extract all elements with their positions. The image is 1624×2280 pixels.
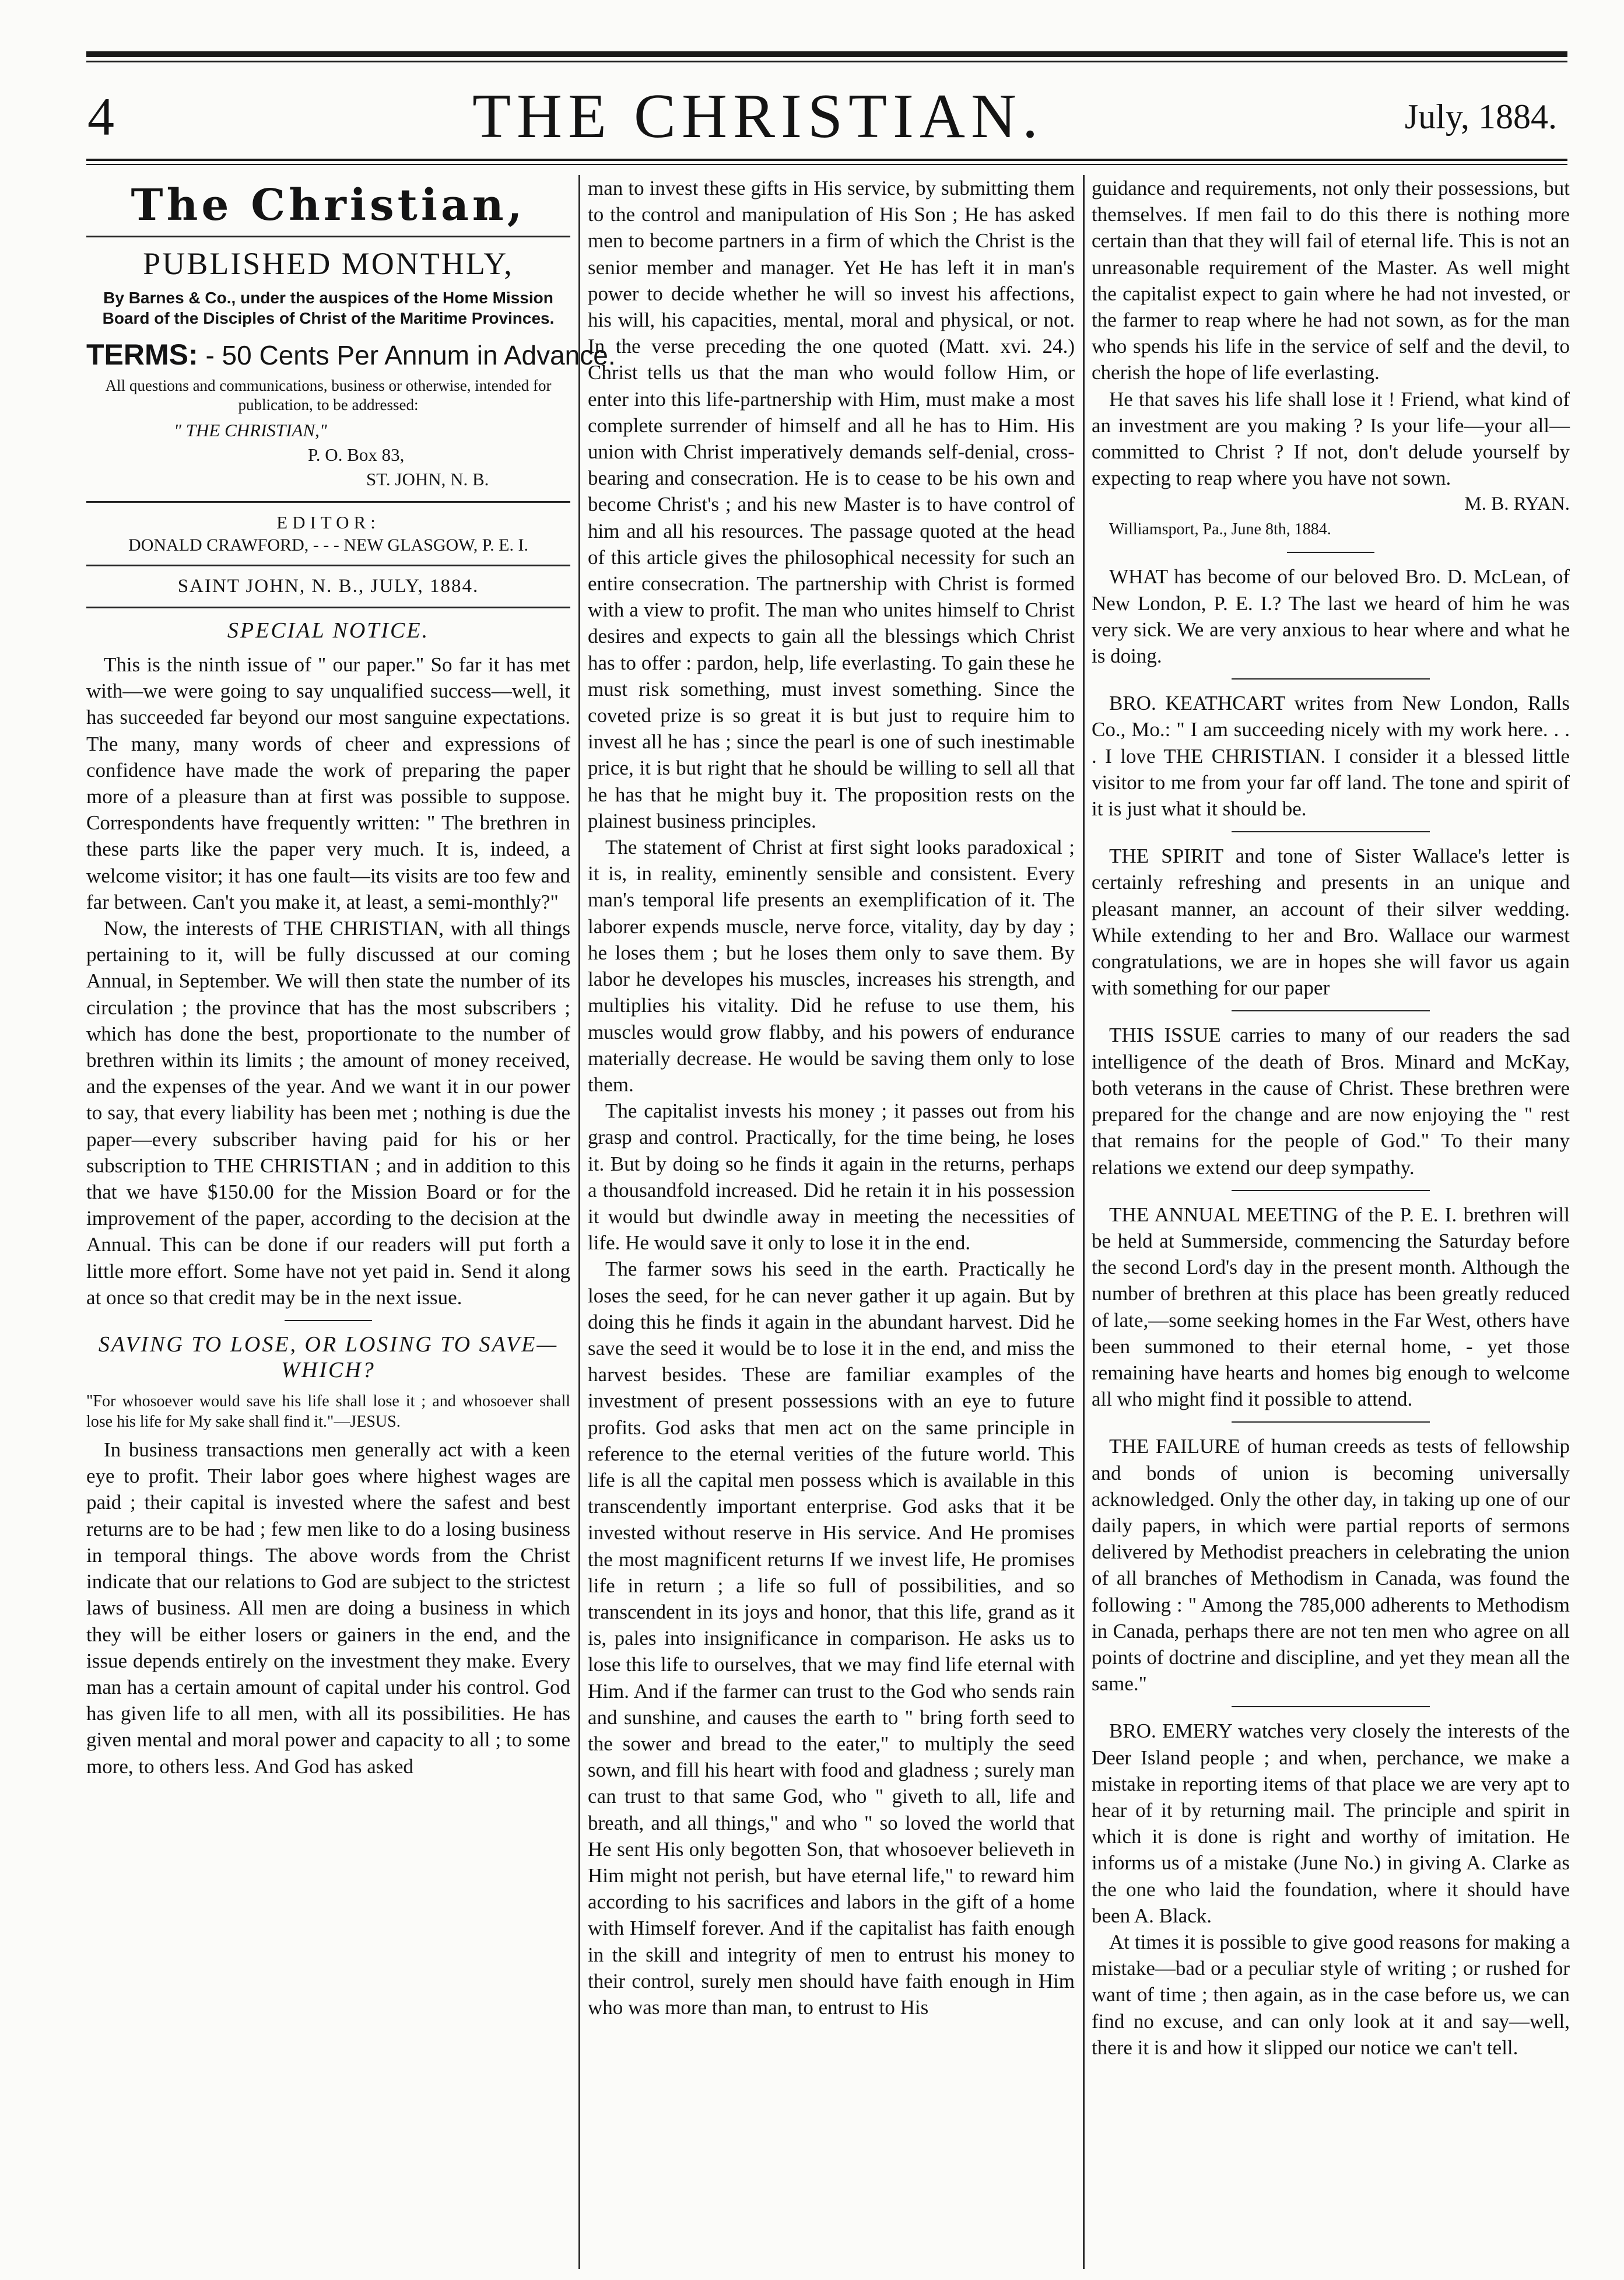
item-mclean: WHAT has become of our beloved Bro. D. McLean, of New London, P. E. I.? The last we heard of him he was very sick. We are very anxious to hear where and what he is doing. bbox=[1092, 565, 1570, 668]
saving-paragraph-1: In business transactions men generally act with a keen eye to profit. Their labor goes where highest wages are paid ; their capital is invested where the safest and best returns are to be had ; few men like to do a losing business in temporal things. The above words from the Christ indicate that our relations to God are subject to the strictest laws of business. All men are doing a business in which they will be either losers or gainers in the end, and the issue depends entirely on the investment they make. Every man has a certain amount of capital under his control. God has given life to all men, with all its possibilities. He has given mental and moral power and capacity to all ; to some more, to others less. And God has asked bbox=[86, 1438, 570, 1778]
article-paragraph-2: The statement of Christ at first sight looks paradoxical ; it is, in reality, eminently sensible and consistent. Every man's temporal life presents an exemplification of it. The laborer expends muscle, nerve force, vitality, day by day ; he loses them ; but he loses them only to save them. By labor he developes his muscles, increases his strength, and multiplies his vitality. Did he refuse to use them, his muscles would grow flabby, and his powers of endurance materially decrease. He would be saving them only to lose them. bbox=[588, 836, 1075, 1096]
issue-date: July, 1884. bbox=[1404, 97, 1557, 136]
column-3 bbox=[1092, 175, 1570, 2251]
column-2 bbox=[588, 175, 1075, 2251]
saving-heading: SAVING TO LOSE, OR LOSING TO SAVE—WHICH? bbox=[98, 1332, 559, 1383]
article-continuation: guidance and requirements, not only their possessions, but themselves. If men fail to do this there is nothing more certain than that they will fail of eternal life. This is not an unreasonable requirement of the Master. As well might the capitalist expect to gain where he had not invested, or the farmer to reap where he had not sown, as for the man who spends his life in the service of self and the devil, to cherish the hope of life everlasting. bbox=[1092, 177, 1570, 384]
column-rule-1 bbox=[578, 175, 580, 2269]
divider bbox=[1287, 552, 1374, 553]
divider bbox=[1232, 1421, 1430, 1423]
rule bbox=[86, 565, 570, 566]
divider bbox=[1232, 1010, 1430, 1011]
blackletter-title: The Christian, bbox=[131, 180, 526, 230]
special-notice-paragraph-2: Now, the interests of THE CHRISTIAN, with all things pertaining to it, will be fully discussed at our coming Annual, in September. We will then state the number of its circulation ; the province that has the most subscribers ; which has done the best, proportionate to the number of brethren within its limits ; the amount of money received, and the expenses of the year. And we want it in our power to say, that every liability has been met ; nothing is due the paper—every subscriber having paid for his or her subscription to THE CHRISTIAN ; and in addition to this that we have $150.00 for the Mission Board or for the improvement of the paper, according to the decision at the Annual. This can be done if our readers will put forth a little more effort. Some have not yet paid in. Send it along at once so that credit may be in the next issue. bbox=[86, 917, 570, 1309]
top-rule-thin bbox=[86, 61, 1567, 62]
newspaper-title: THE CHRISTIAN. bbox=[472, 82, 1044, 151]
terms-line bbox=[86, 338, 616, 372]
top-rule-thick bbox=[86, 51, 1567, 57]
column-rule-2 bbox=[1083, 175, 1085, 2269]
item-keathcart: BRO. KEATHCART writes from New London, Ralls Co., Mo.: " I am succeeding nicely with my work here. . . . I love THE CHRISTIAN. I consider it a blessed little visitor to me from your far off land. The tone and spirit of it is just what it should be. bbox=[1092, 692, 1570, 821]
item-creeds: THE FAILURE of human creeds as tests of fellowship and bonds of union is becoming universally acknowledged. Only the other day, in taking up one of our daily papers, in which were partial reports of sermons delivered by Methodist preachers in celebrating the union of all branches of Methodism in Canada, was found the following : " Among the 785,000 adherents to Methodism in Canada, perhaps there are not ten men who agree on all points of doctrine and discipline, and yet they mean all the same." bbox=[1092, 1435, 1570, 1696]
auspices-line: By Barnes & Co., under the auspices of the Home Mission Board of the Disciples of Christ of the Maritime Provinces. bbox=[102, 289, 555, 327]
terms-label: TERMS: bbox=[86, 338, 198, 371]
divider bbox=[1232, 678, 1430, 680]
address-city: ST. JOHN, N. B. bbox=[366, 469, 489, 489]
divider bbox=[1232, 831, 1430, 832]
special-notice-heading: SPECIAL NOTICE. bbox=[227, 618, 430, 643]
article-paragraph-1: man to invest these gifts in His service, by submitting them to the control and manipulation of His Son ; He has asked men to become partners in a firm of which the Christ is the senior member and manager. Yet He has left it in man's power to decide whether he will so invest his affections, his will, his capacities, mental, moral and physical, or not. In the verse preceding the one quoted (Matt. xvi. 24.) Christ tells us that the man who would follow Him, or enter into this life-partnership with Him, must make a most complete surrender of himself and all he has to Him. His union with Christ imperatively demands self-denial, cross-bearing and consecration. He is to cease to be his own and become Christ's ; and his new Master is to have control of him and all his resources. The passage quoted at the head of this article gives the philosophical necessity for such an entire consecration. The partnership with Christ is formed with a view to profit. The man who unites himself to Christ desires and expects to gain all the blessings which Christ has to offer : pardon, help, life everlasting. To gain these he must risk something, must invest something. Since the coveted prize is so great it is but just to require him to invest all he has ; since the pearl is one of such inestimable price, it is but right that he should be willing to sell all that he has that he might buy it. The proposition rests on the plainest business principles. bbox=[588, 177, 1075, 832]
dateline: SAINT JOHN, N. B., JULY, 1884. bbox=[177, 576, 479, 597]
divider bbox=[285, 1320, 372, 1321]
author-signature: M. B. RYAN. bbox=[1464, 493, 1570, 515]
author-place-date: Williamsport, Pa., June 8th, 1884. bbox=[1109, 520, 1331, 539]
item-wallace: THE SPIRIT and tone of Sister Wallace's letter is certainly refreshing and presents in an unique and pleasant manner, an account of their silver wedding. While extending to her and Bro. Wallace our warmest congratulations, we are in hopes she will favor us again with something for our paper bbox=[1092, 845, 1570, 1000]
article-closing: He that saves his life shall lose it ! Friend, what kind of an investment are you making ? Is your life—your all—committed to Christ ? If not, don't delude yourself by expecting to reap where you have not sown. bbox=[1092, 387, 1570, 490]
header-bottom-rule-thin bbox=[86, 164, 1567, 165]
published-monthly: PUBLISHED MONTHLY, bbox=[143, 246, 514, 281]
column-1 bbox=[86, 175, 616, 2251]
rule bbox=[86, 501, 570, 503]
divider bbox=[1232, 1706, 1430, 1707]
address-name: " THE CHRISTIAN," bbox=[174, 420, 327, 440]
article-paragraph-3: The capitalist invests his money ; it passes out from his grasp and control. Practically, for the time being, he loses it. But by doing so he finds it again in the returns, perhaps a thousandfold increased. Did he retain it in his possession it would but dwindle away in meeting the necessities of life. He would save it only to lose it in the end. bbox=[588, 1099, 1075, 1255]
rule bbox=[86, 607, 570, 608]
address-box: P. O. Box 83, bbox=[308, 444, 405, 465]
rule bbox=[86, 236, 570, 237]
item-obituary: THIS ISSUE carries to many of our readers the sad intelligence of the death of Bros. Minard and McKay, both veterans in the cause of Christ. These brethren were prepared for the change and are now enjoying the " rest that remains for the people of God." To their many relations we extend our deep sympathy. bbox=[1092, 1024, 1570, 1179]
item-annual-meeting: THE ANNUAL MEETING of the P. E. I. brethren will be held at Summerside, commencing the Saturday before the second Lord's day in the present month. Although the number of brethren at this place has been greatly reduced of late,—some seeking homes in the Far West, others have been summoned to their eternal home, - yet those remaining have hearts and homes big enough to welcome all who might find it possible to attend. bbox=[1092, 1203, 1570, 1411]
terms-value: - 50 Cents Per Annum in Advance. bbox=[205, 340, 616, 370]
editor-name: DONALD CRAWFORD, - - - NEW GLASGOW, P. E. I. bbox=[128, 535, 528, 555]
item-emery: BRO. EMERY watches very closely the interests of the Deer Island people ; and when, perchance, we make a mistake in reporting items of that place we are very apt to hear of it by returning mail. The principle and spirit in which it is done is right and worthy of imitation. He informs us of a mistake (June No.) in giving A. Clarke as the one who laid the foundation, where it should have been A. Black. bbox=[1092, 1719, 1570, 1927]
page-number: 4 bbox=[87, 87, 114, 146]
saving-epigraph: "For whosoever would save his life shall lose it ; and whosoever shall lose his life for My sake shall find it."—JESUS. bbox=[86, 1392, 570, 1431]
article-paragraph-4: The farmer sows his seed in the earth. Practically he loses the seed, for he can never gather it up again. But by doing this he finds it again in the abundant harvest. Did he save the seed it would be to lose it in the end, and miss the harvest besides. These are familiar examples of the investment of present possessions with an eye to future profits. God asks that men act on the same principle in reference to the eternal verities of the future world. This life is all the capital men possess which is available in this transcendently important enterprise. God asks that it be invested without reserve in His service. And He promises the most magnificent returns If we invest life, He promises life in return ; a life so full of possibilities, and so transcendent in its joys and honor, that this life, grand as it is, pales into insignificance in comparison. He asks us to lose this life to ourselves, that we may find life eternal with Him. And if the farmer can trust to the God who sends rain and sunshine, and causes the earth to " bring forth seed to the sower and bread to the eater," to multiply the seed sown, and fill his heart with food and gladness ; surely man can trust to that same God, who " giveth to all, life and breath, and all things," and who " so loved the world that He sent His only begotten Son, that whosoever believeth in Him might not perish, but have eternal life," to reward him according to his sacrifices and labors in the gift of a home with Himself forever. And if the capitalist has faith enough in the skill and integrity of men to entrust his money to their control, surely men should have faith enough in Him who was more than man, to entrust to His bbox=[588, 1258, 1075, 2019]
address-note: All questions and communications, business or otherwise, intended for publication, to be addressed: bbox=[105, 377, 552, 414]
item-mistakes: At times it is possible to give good reasons for making a mistake—bad or a peculiar style of writing ; or rushed for want of time ; then again, as in the case before us, we can find no excuse, and can only look at it and say—well, there it is and how it slipped our notice we can't tell. bbox=[1092, 1930, 1570, 2059]
divider bbox=[1232, 1190, 1430, 1191]
special-notice-paragraph-1: This is the ninth issue of " our paper." So far it has met with—we were going to say unqualified success—well, it has succeeded far beyond our most sanguine expectations. The many, many words of cheer and expressions of confidence have made the work of preparing the paper more of a pleasure than at first was possible to suppose. Correspondents have frequently written: " The brethren in these parts like the paper very much. It is, indeed, a welcome visitor; it has one fault—its visits are too few and far between. Can't you make it, at least, a semi-monthly?" bbox=[86, 653, 570, 913]
editor-label: EDITOR: bbox=[276, 512, 380, 533]
header-bottom-rule bbox=[86, 159, 1567, 161]
